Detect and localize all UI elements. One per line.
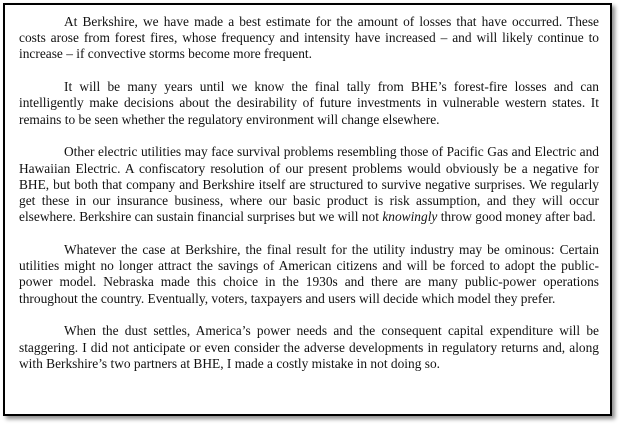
paragraph-3-emphasis: knowingly <box>382 209 438 225</box>
paragraph-1: At Berkshire, we have made a best estimate for the amount of losses that have occurred. These costs arose from forest fires, whose frequency and intensity have increased – and will likely continue to increase – if convective storms become more frequent. <box>19 14 599 62</box>
paragraph-3-text-after: throw good money after bad. <box>437 209 596 225</box>
paragraph-4: Whatever the case at Berkshire, the final result for the utility industry may be ominous: Certain utilities might no longer attract the savings of American citizens and will be forced to adopt the public-power model. Nebraska made this choice in the 1930s and there are many public-power operations throughout the country. Eventually, voters, taxpayers and users will decide which model they prefer. <box>19 242 599 306</box>
document-body <box>19 14 599 372</box>
paragraph-2: It will be many years until we know the final tally from BHE’s forest-fire losses and can intelligently make decisions about the desirability of future investments in vulnerable western states. It remains to be seen whether the regulatory environment will change elsewhere. <box>19 79 599 127</box>
document-frame <box>3 3 612 416</box>
paragraph-3-text-before: Other electric utilities may face survival problems resembling those of Pacific Gas and Electric and Hawaiian Electric. A confiscatory resolution of our present problems would obviously be a negative for BHE, but both that company and Berkshire itself are structured to survive negative surprises. We regularly get these in our insurance business, where our basic product is risk assumption, and they will occur elsewhere. Berkshire can sustain financial surprises but we will not <box>19 144 599 225</box>
paragraph-3 <box>19 144 599 225</box>
paragraph-5: When the dust settles, America’s power needs and the consequent capital expenditure will be staggering. I did not anticipate or even consider the adverse developments in regulatory returns and, along with Berkshire’s two partners at BHE, I made a costly mistake in not doing so. <box>19 323 599 371</box>
